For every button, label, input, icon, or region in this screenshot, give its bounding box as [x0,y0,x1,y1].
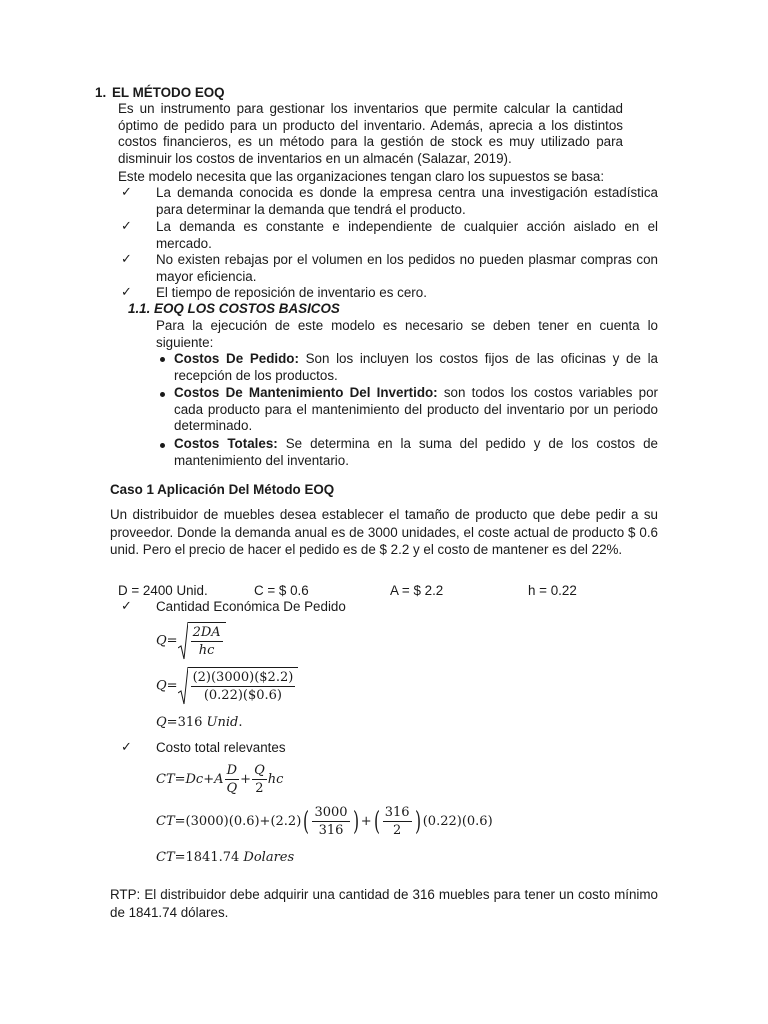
check-icon: ✓ [121,184,132,199]
case-title: Caso 1 Aplicación Del Método EOQ [110,482,335,497]
assumption-item: El tiempo de reposición de inventario es cero. [156,285,427,300]
formula-total-cost-substituted: CT=(3000)(0.6)+(2.2)( $\frac{3000}{316}$ ) +( $\frac{316}{2}$ ) (0.22)(0.6) [156,805,493,838]
case-statement: Un distribuidor de muebles desea establecer el tamaño de producto que debe pedir a su proveedor. Donde la demanda anual es de 3000 unidades, el coste actual de producto $ 0.6 unid. Pero el precio de hacer el pedido es de $ 2.2 y el costo de mantener es del 22%. [110,507,658,557]
conclusion: RTP: El distribuidor debe adquirir una cantidad de 316 muebles para tener un costo mínimo de 1841.74 dólares. [110,887,658,920]
subsection-lead: Para la ejecución de este modelo es necesario se deben tener en cuenta lo siguiente: [156,318,658,350]
bullet-icon [160,443,165,448]
param-demand: D = 2400 Unid. [118,583,208,598]
formula-eoq-result: Q=316 Unid. [156,715,243,730]
param-holding: h = 0.22 [528,583,577,598]
param-cost: C = $ 0.6 [254,583,309,598]
bullet-icon [160,357,165,362]
assumptions-lead: Este modelo necesita que las organizaciones tengan claro los supuestos se basa: [118,169,605,184]
check-icon: ✓ [121,218,132,233]
assumption-item: La demanda es constante e independiente de cualquier acción aislado en el mercado. [156,219,658,251]
section-title: EL MÉTODO EOQ [112,85,225,100]
formula-eoq-substituted: Q= $\frac{(2)(3000)(\$2.2)}{(0.22)(\$0.6)}$ [156,667,298,705]
step2-label: Costo total relevantes [156,740,286,755]
check-icon: ✓ [121,598,132,613]
subsection-title: 1.1. EOQ LOS COSTOS BASICOS [128,301,340,316]
section-number: 1. [95,85,107,100]
cost-item: Costos De Mantenimiento Del Invertido: son todos los costos variables por cada producto para el mantenimiento del producto del inventario por un periodo determinado. [174,385,659,433]
assumption-item: No existen rebajas por el volumen en los pedidos no pueden plasmar compras con mayor eficiencia. [156,252,658,284]
intro-paragraph: Es un instrumento para gestionar los inventarios que permite calcular la cantidad óptimo de pedido para un producto del inventario. Además, aprecia a los distintos costos financieros, es un método para la gestión de stock es muy utilizado para disminuir los costos de inventarios en un almacén (Salazar, 2019). [118,101,623,166]
cost-item: Costos De Pedido: Son los incluyen los costos fijos de las oficinas y de la recepción de los productos. [174,351,658,383]
check-icon: ✓ [121,251,132,266]
formula-total-cost: CT=Dc+A $\frac{D}{Q}$ + $\frac{Q}{2}$ hc [156,763,284,796]
formula-eoq: Q= $\frac{2DA}{hc}$ [156,622,226,660]
assumption-item: La demanda conocida es donde la empresa centra una investigación estadística para determinar la demanda que tendrá el producto. [156,185,658,217]
formula-total-cost-result: CT=1841.74 Dolares [156,850,295,865]
cost-item: Costos Totales: Se determina en la suma del pedido y de los costos de mantenimiento del inventario. [174,436,659,468]
check-icon: ✓ [121,739,132,754]
step1-label: Cantidad Económica De Pedido [156,599,346,614]
bullet-icon [160,392,165,397]
param-order-cost: A = $ 2.2 [390,583,444,598]
check-icon: ✓ [121,284,132,299]
